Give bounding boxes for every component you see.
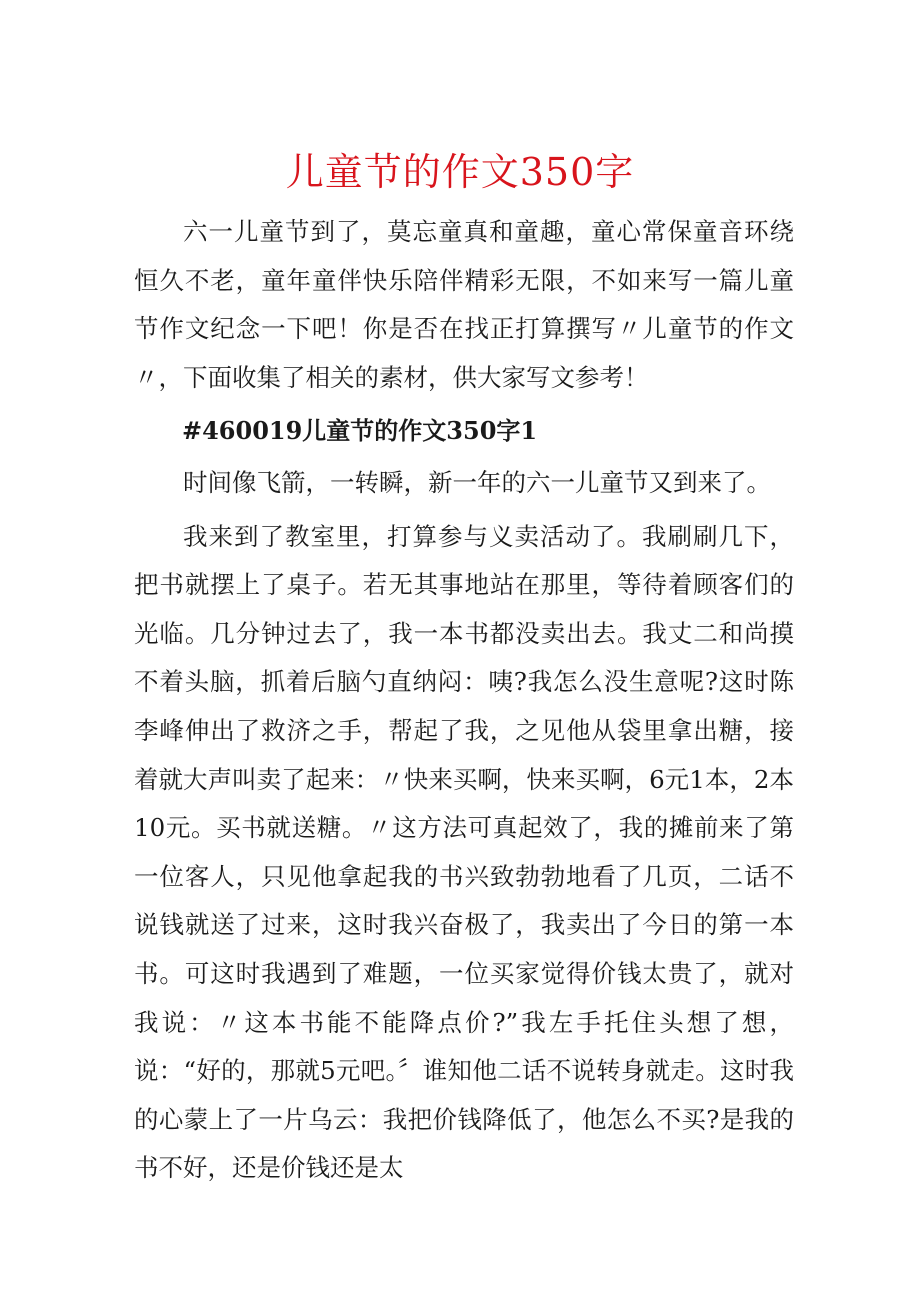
body-paragraph-1: 时间像飞箭，一转瞬，新一年的六一儿童节又到来了。: [183, 467, 771, 497]
intro-paragraph: 六一儿童节到了，莫忘童真和童趣，童心常保童音环绕恒久不老，童年童伴快乐陪伴精彩无限，不如来写一篇儿童节作文纪念一下吧！你是否在找正打算撰写〃儿童节的作文〃，下面收集了相关的素材，供大家写文参考！: [134, 217, 794, 392]
body-paragraph-2: 我来到了教室里，打算参与义卖活动了。我刷刷几下，把书就摆上了桌子。若无其事地站在那里，等待着顾客们的光临。几分钟过去了，我一本书都没卖出去。我丈二和尚摸不着头脑，抓着后脑勺直纳闷：咦?我怎么没生意呢?这时陈李峰伸出了救济之手，帮起了我，之见他从袋里拿出糖，接着就大声叫卖了起来：〃快来买啊，快来买啊，6元1本，2本10元。买书就送糖。〃这方法可真起效了，我的摊前来了第一位客人，只见他拿起我的书兴致勃勃地看了几页，二话不说钱就送了过来，这时我兴奋极了，我卖出了今日的第一本书。可这时我遇到了难题，一位买家觉得价钱太贵了，就对我说：〃这本书能不能降点价?”我左手托住头想了想，说：“好的，那就5元吧。〞谁知他二话不说转身就走。这时我的心蒙上了一片乌云：我把价钱降低了，他怎么不买?是我的书不好，还是价钱还是太: [134, 521, 794, 1183]
section-heading: #460019儿童节的作文350字1: [182, 416, 538, 446]
document-body: [134, 208, 794, 1198]
document-title: 儿童节的作文350字: [285, 150, 635, 194]
